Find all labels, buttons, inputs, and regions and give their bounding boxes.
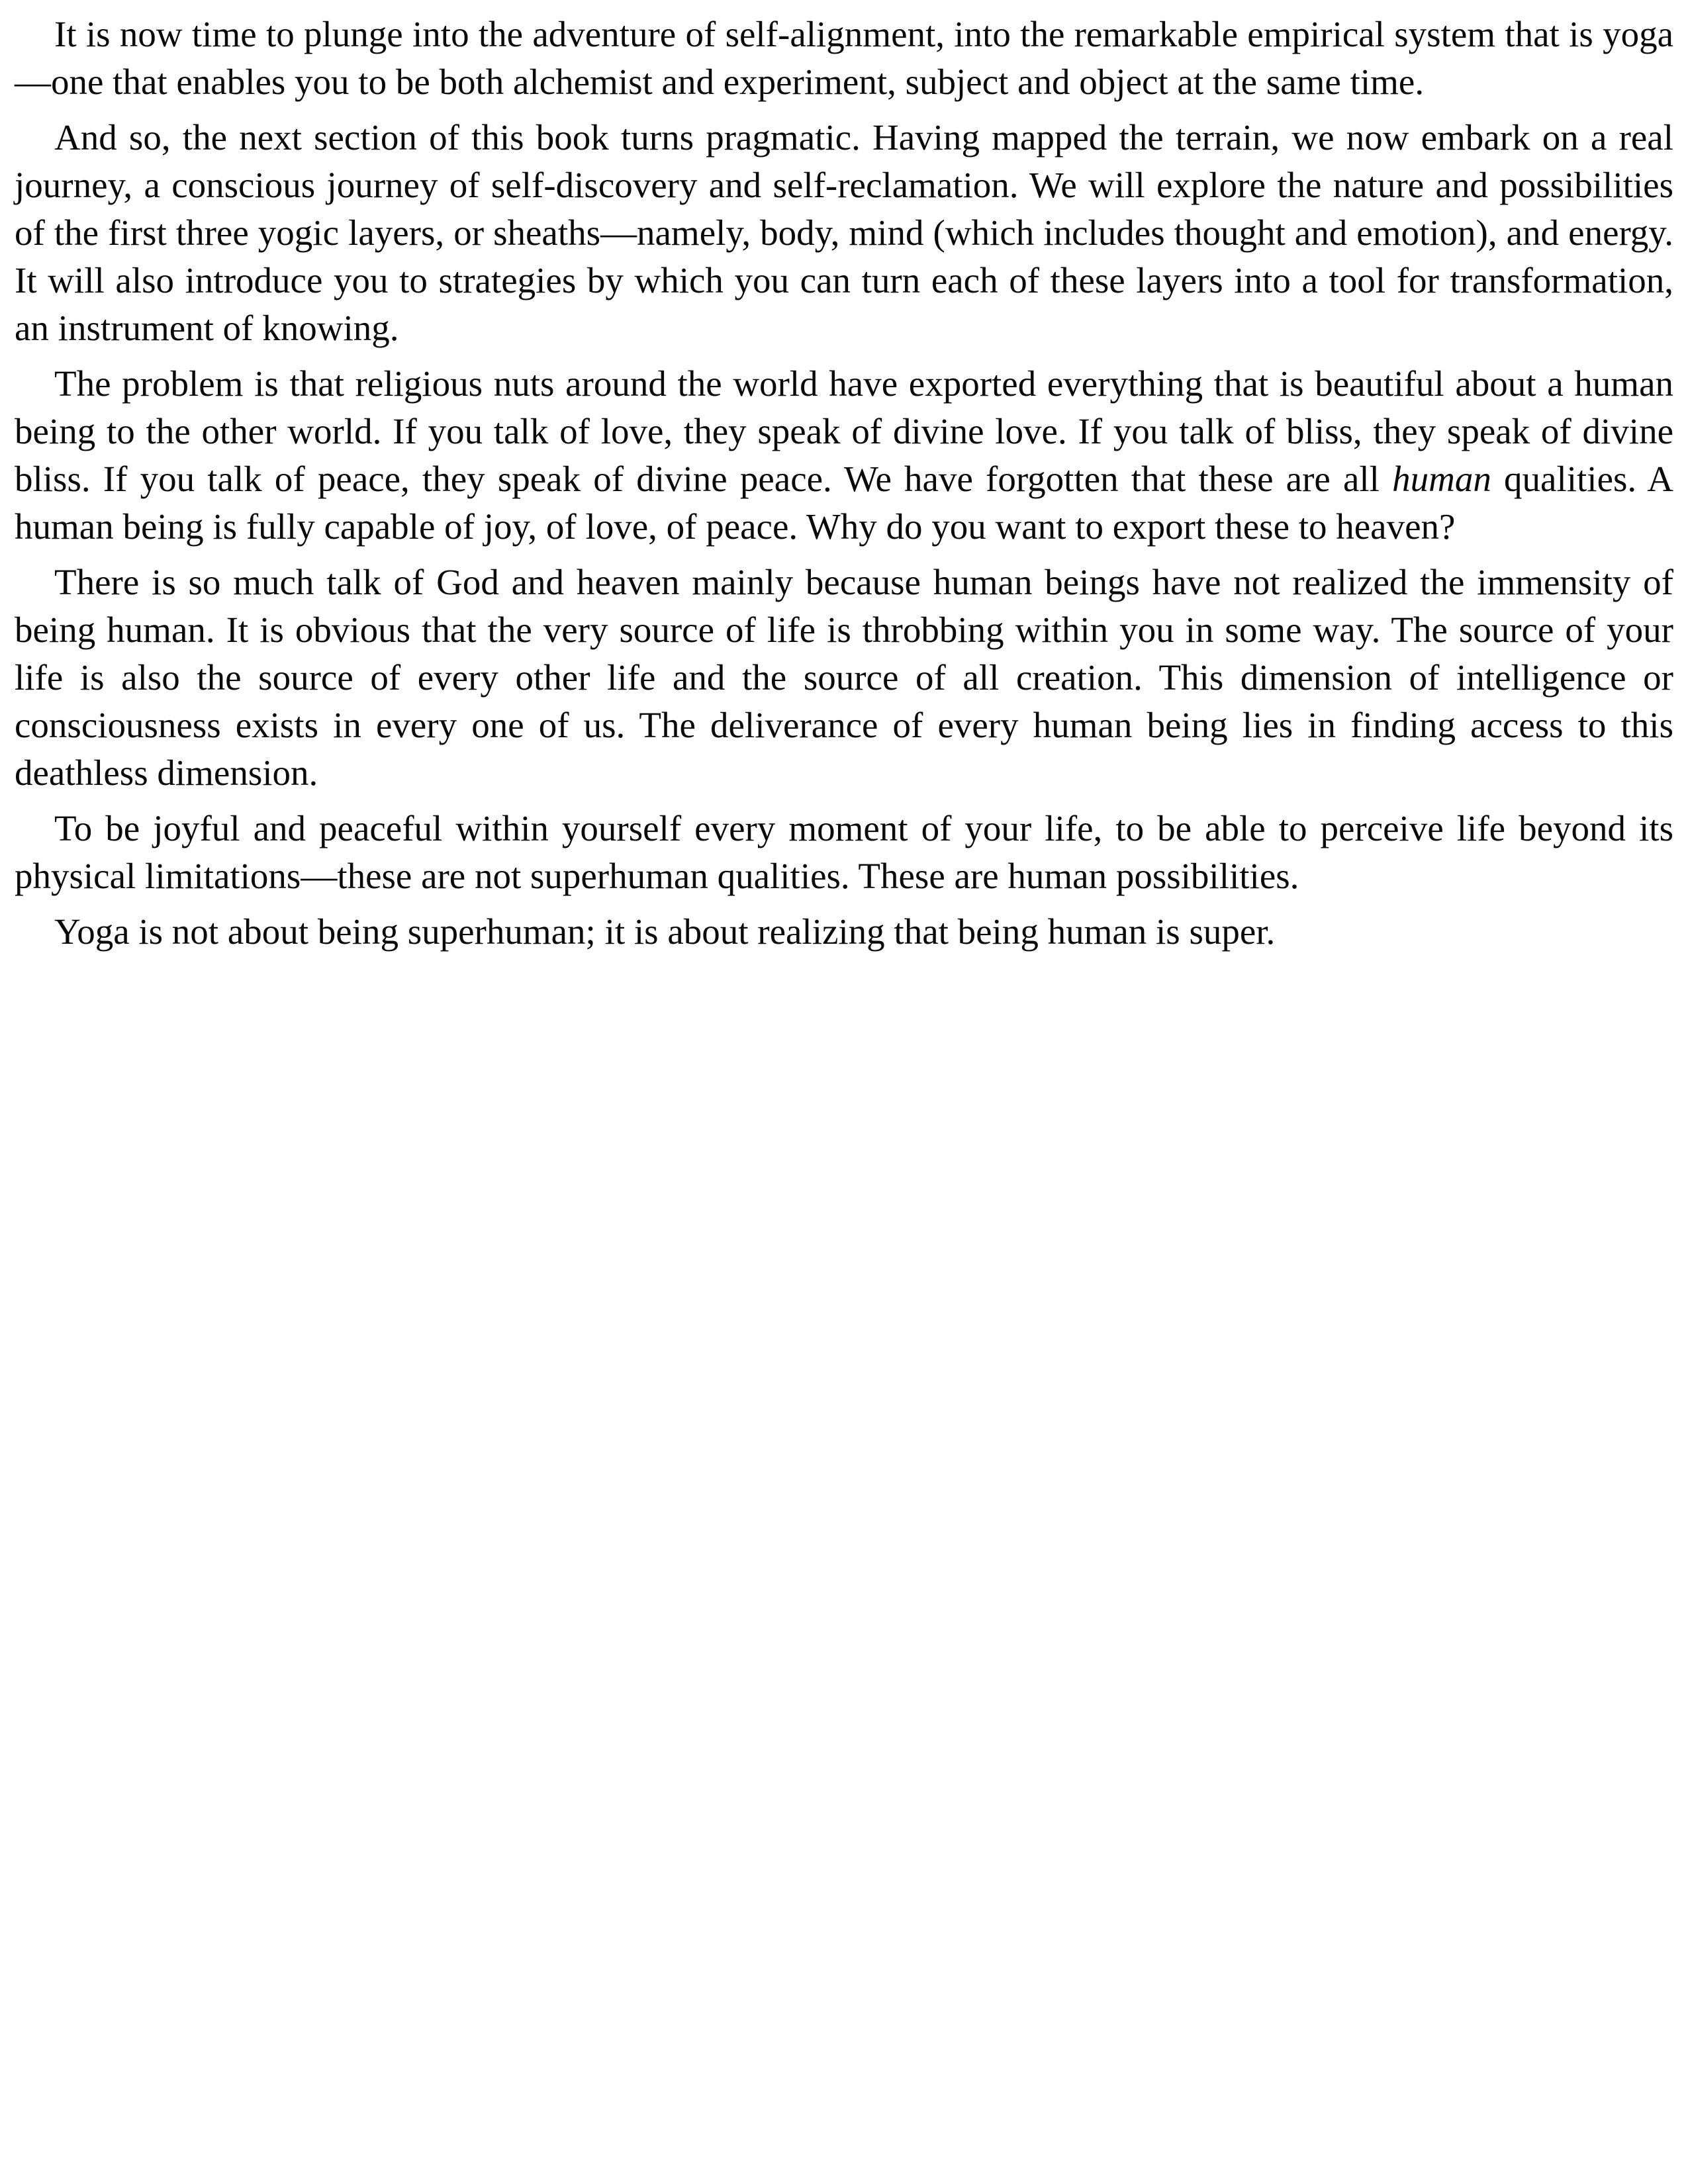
paragraph-3	[15, 360, 1673, 551]
paragraph-3-text-start: The problem is that religious nuts around the world have exported everything that is beautiful about a human being to the other world. If you talk of love, they speak of divine love. If you talk of bliss, they speak of divine bliss. If you talk of peace, they speak of divine peace. We have forgotten that these are all	[15, 363, 1673, 499]
paragraph-1: It is now time to plunge into the adventure of self-alignment, into the remarkable empirical system that is yoga—one that enables you to be both alchemist and experiment, subject and object at the same time.	[15, 14, 1673, 102]
page-body	[15, 11, 1673, 964]
paragraph-3-italic-word: human	[1392, 459, 1491, 499]
paragraph-3-text-end: qualities. A human being is fully capable of joy, of love, of peace. Why do you want to export these to heaven?	[15, 459, 1673, 547]
paragraph-4: There is so much talk of God and heaven mainly because human beings have not realized the immensity of being human. It is obvious that the very source of life is throbbing within you in some way. The source of your life is also the source of every other life and the source of all creation. This dimension of intelligence or consciousness exists in every one of us. The deliverance of every human being lies in finding access to this deathless dimension.	[15, 562, 1673, 793]
paragraph-5: To be joyful and peaceful within yourself every moment of your life, to be able to perceive life beyond its physical limitations—these are not superhuman qualities. These are human possibilities.	[15, 808, 1673, 896]
paragraph-6: Yoga is not about being superhuman; it is about realizing that being human is super.	[54, 911, 1276, 952]
paragraph-2: And so, the next section of this book turns pragmatic. Having mapped the terrain, we now embark on a real journey, a conscious journey of self-discovery and self-reclamation. We will explore the nature and possibilities of the first three yogic layers, or sheaths—namely, body, mind (which includes thought and emotion), and energy. It will also introduce you to strategies by which you can turn each of these layers into a tool for transformation, an instrument of knowing.	[15, 117, 1673, 348]
